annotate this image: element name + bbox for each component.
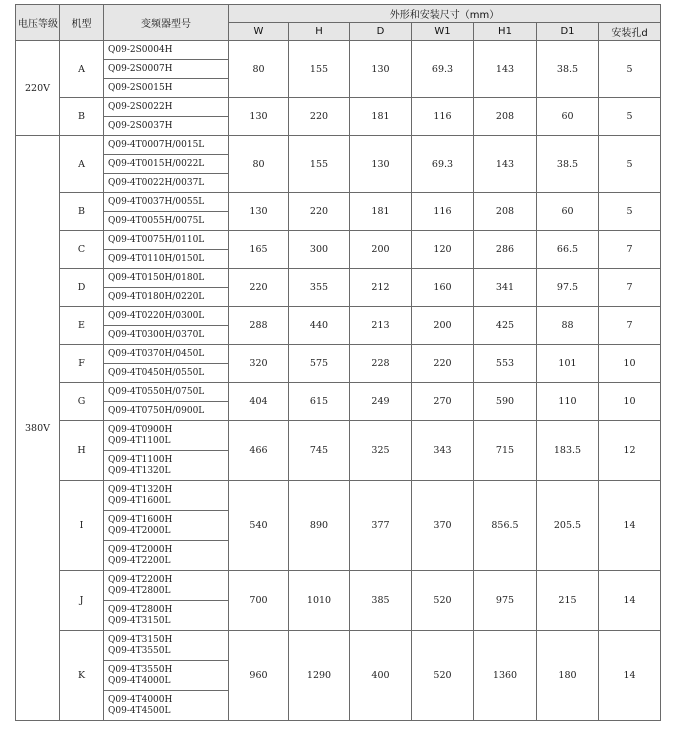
model-number: Q09-4T2200H (108, 574, 173, 585)
dims-group-header: 外形和安装尺寸（mm） (229, 5, 661, 23)
dim-cell-h: 615 (289, 383, 350, 421)
table-row (16, 98, 661, 117)
model-number: Q09-4T0180H/0220L (108, 291, 205, 302)
model-number: Q09-4T0075H/0110L (108, 234, 205, 245)
dim-cell-w1: 270 (412, 383, 474, 421)
dim-cell-h: 300 (289, 231, 350, 269)
model-number: Q09-4T0550H/0750L (108, 386, 205, 397)
dim-cell-h: 1290 (289, 631, 350, 721)
table-row (16, 307, 661, 326)
model-header: 变频器型号 (104, 5, 229, 41)
dim-cell-h: 220 (289, 193, 350, 231)
model-cell (104, 79, 229, 98)
dim-cell-w: 80 (229, 41, 289, 98)
dim-cell-h: 575 (289, 345, 350, 383)
model-cell (104, 661, 229, 691)
dim-cell-w1: 116 (412, 98, 474, 136)
dim-cell-h: 745 (289, 421, 350, 481)
model-number: Q09-4T3150L (108, 615, 171, 626)
dim-cell-d: 249 (350, 383, 412, 421)
model-cell (104, 421, 229, 451)
model-cell (104, 193, 229, 212)
frame-cell: E (60, 307, 104, 345)
frame-cell: A (60, 136, 104, 193)
dim-cell-h: 220 (289, 98, 350, 136)
dim-cell-h: 155 (289, 41, 350, 98)
dim-cell-w1: 370 (412, 481, 474, 571)
dim-cell-d1: 215 (537, 571, 599, 631)
dim-cell-d1: 38.5 (537, 41, 599, 98)
table-row (16, 345, 661, 364)
model-cell (104, 571, 229, 601)
dim-cell-hole: 7 (599, 231, 661, 269)
table-row (16, 231, 661, 250)
model-number: Q09-4T2000H (108, 544, 173, 555)
dim-cell-w: 960 (229, 631, 289, 721)
dim-cell-w1: 160 (412, 269, 474, 307)
model-number: Q09-4T2000L (108, 525, 171, 536)
model-cell (104, 136, 229, 155)
dim-cell-h: 440 (289, 307, 350, 345)
dim-cell-d: 130 (350, 136, 412, 193)
dim-cell-hole: 10 (599, 345, 661, 383)
model-cell (104, 691, 229, 721)
model-cell (104, 250, 229, 269)
dim-cell-h1: 208 (474, 98, 537, 136)
dim-cell-h: 355 (289, 269, 350, 307)
dim-cell-h: 155 (289, 136, 350, 193)
dim-cell-h1: 1360 (474, 631, 537, 721)
dim-cell-d1: 60 (537, 98, 599, 136)
model-cell (104, 41, 229, 60)
model-cell (104, 511, 229, 541)
dim-cell-d1: 180 (537, 631, 599, 721)
dim-cell-w: 130 (229, 98, 289, 136)
dim-cell-w1: 520 (412, 631, 474, 721)
model-cell (104, 98, 229, 117)
dim-cell-h1: 856.5 (474, 481, 537, 571)
model-number: Q09-4T1600H (108, 514, 173, 525)
dim-cell-d1: 183.5 (537, 421, 599, 481)
dim-cell-d: 325 (350, 421, 412, 481)
model-cell (104, 402, 229, 421)
frame-cell: K (60, 631, 104, 721)
model-number: Q09-4T0015H/0022L (108, 158, 205, 169)
dimensions-table (15, 4, 661, 721)
dim-cell-hole: 10 (599, 383, 661, 421)
dim-cell-d: 400 (350, 631, 412, 721)
model-number: Q09-4T2800H (108, 604, 173, 615)
col-header-hole: 安装孔d (599, 23, 661, 41)
dim-cell-hole: 14 (599, 631, 661, 721)
frame-cell: F (60, 345, 104, 383)
model-cell (104, 174, 229, 193)
table-row (16, 136, 661, 155)
table-row (16, 383, 661, 402)
dim-cell-d: 181 (350, 98, 412, 136)
model-number: Q09-2S0022H (108, 101, 173, 112)
dim-cell-d: 212 (350, 269, 412, 307)
dim-cell-d: 181 (350, 193, 412, 231)
dim-cell-w: 540 (229, 481, 289, 571)
dim-cell-h1: 143 (474, 136, 537, 193)
dim-cell-h1: 975 (474, 571, 537, 631)
col-header-w1: W1 (412, 23, 474, 41)
model-number: Q09-4T4000L (108, 675, 171, 686)
dim-cell-w: 288 (229, 307, 289, 345)
dim-cell-d1: 88 (537, 307, 599, 345)
model-number: Q09-4T1100H (108, 454, 173, 465)
dim-cell-hole: 5 (599, 98, 661, 136)
dim-cell-d1: 110 (537, 383, 599, 421)
frame-cell: J (60, 571, 104, 631)
model-number: Q09-4T0037H/0055L (108, 196, 205, 207)
model-number: Q09-4T0022H/0037L (108, 177, 205, 188)
model-cell (104, 541, 229, 571)
dim-cell-d: 200 (350, 231, 412, 269)
dim-cell-w: 466 (229, 421, 289, 481)
table-row (16, 571, 661, 601)
frame-cell: B (60, 98, 104, 136)
table-row (16, 421, 661, 451)
dim-cell-w: 404 (229, 383, 289, 421)
model-cell (104, 269, 229, 288)
model-cell (104, 231, 229, 250)
frame-cell: I (60, 481, 104, 571)
table-row (16, 631, 661, 661)
model-cell (104, 288, 229, 307)
dim-cell-d: 213 (350, 307, 412, 345)
model-cell (104, 117, 229, 136)
model-number: Q09-2S0004H (108, 44, 173, 55)
model-cell (104, 631, 229, 661)
frame-cell: B (60, 193, 104, 231)
dim-cell-w: 220 (229, 269, 289, 307)
dim-cell-w1: 200 (412, 307, 474, 345)
dim-cell-hole: 14 (599, 571, 661, 631)
dim-cell-hole: 5 (599, 136, 661, 193)
model-cell (104, 326, 229, 345)
model-number: Q09-4T0300H/0370L (108, 329, 205, 340)
col-header-w: W (229, 23, 289, 41)
model-number: Q09-4T2200L (108, 555, 171, 566)
dim-cell-w1: 69.3 (412, 41, 474, 98)
model-number: Q09-4T4500L (108, 705, 171, 716)
dim-cell-w: 700 (229, 571, 289, 631)
model-number: Q09-4T0750H/0900L (108, 405, 205, 416)
model-number: Q09-4T0055H/0075L (108, 215, 205, 226)
table-row (16, 481, 661, 511)
model-number: Q09-2S0037H (108, 120, 173, 131)
dim-cell-hole: 5 (599, 193, 661, 231)
dim-cell-h1: 341 (474, 269, 537, 307)
model-number: Q09-2S0007H (108, 63, 173, 74)
model-number: Q09-4T0110H/0150L (108, 253, 205, 264)
model-number: Q09-4T1320H (108, 484, 173, 495)
dim-cell-d1: 60 (537, 193, 599, 231)
voltage-header: 电压等级 (16, 5, 60, 41)
frame-cell: C (60, 231, 104, 269)
table-body (16, 41, 661, 721)
dim-cell-w1: 343 (412, 421, 474, 481)
frame-cell: H (60, 421, 104, 481)
model-number: Q09-2S0015H (108, 82, 173, 93)
model-number: Q09-4T1100L (108, 435, 171, 446)
dim-cell-hole: 12 (599, 421, 661, 481)
frame-header: 机型 (60, 5, 104, 41)
model-number: Q09-4T4000H (108, 694, 173, 705)
dim-cell-d1: 66.5 (537, 231, 599, 269)
model-cell (104, 60, 229, 79)
model-number: Q09-4T2800L (108, 585, 171, 596)
dim-cell-hole: 7 (599, 307, 661, 345)
dim-cell-h1: 590 (474, 383, 537, 421)
model-number: Q09-4T0150H/0180L (108, 272, 205, 283)
dim-cell-d1: 205.5 (537, 481, 599, 571)
model-number: Q09-4T3150H (108, 634, 173, 645)
model-number: Q09-4T0370H/0450L (108, 348, 205, 359)
dim-cell-h: 890 (289, 481, 350, 571)
model-cell (104, 601, 229, 631)
voltage-cell: 220V (16, 41, 60, 136)
dim-cell-d: 228 (350, 345, 412, 383)
dim-cell-w1: 69.3 (412, 136, 474, 193)
model-cell (104, 155, 229, 174)
col-header-d: D (350, 23, 412, 41)
table-row (16, 41, 661, 60)
dim-cell-w1: 220 (412, 345, 474, 383)
model-number: Q09-4T1600L (108, 495, 171, 506)
table-row (16, 193, 661, 212)
frame-cell: G (60, 383, 104, 421)
model-number: Q09-4T1320L (108, 465, 171, 476)
dim-cell-d: 377 (350, 481, 412, 571)
dim-cell-hole: 7 (599, 269, 661, 307)
col-header-h: H (289, 23, 350, 41)
dim-cell-w: 320 (229, 345, 289, 383)
model-number: Q09-4T0220H/0300L (108, 310, 205, 321)
model-cell (104, 307, 229, 326)
dim-cell-d: 130 (350, 41, 412, 98)
model-cell (104, 383, 229, 402)
dim-cell-w1: 520 (412, 571, 474, 631)
dim-cell-h: 1010 (289, 571, 350, 631)
dim-cell-h1: 208 (474, 193, 537, 231)
model-cell (104, 451, 229, 481)
dim-cell-d1: 97.5 (537, 269, 599, 307)
dim-cell-d1: 38.5 (537, 136, 599, 193)
dim-cell-d: 385 (350, 571, 412, 631)
dim-cell-h1: 553 (474, 345, 537, 383)
dim-cell-hole: 5 (599, 41, 661, 98)
table-row (16, 269, 661, 288)
model-number: Q09-4T3550L (108, 645, 171, 656)
dim-cell-d1: 101 (537, 345, 599, 383)
model-cell (104, 364, 229, 383)
table-header (16, 5, 661, 41)
dim-cell-w: 130 (229, 193, 289, 231)
model-cell (104, 481, 229, 511)
dim-cell-h1: 425 (474, 307, 537, 345)
voltage-cell: 380V (16, 136, 60, 721)
frame-cell: A (60, 41, 104, 98)
model-number: Q09-4T0900H (108, 424, 173, 435)
dim-cell-w1: 116 (412, 193, 474, 231)
dim-cell-h1: 286 (474, 231, 537, 269)
model-number: Q09-4T3550H (108, 664, 173, 675)
model-number: Q09-4T0007H/0015L (108, 139, 205, 150)
model-number: Q09-4T0450H/0550L (108, 367, 205, 378)
col-header-h1: H1 (474, 23, 537, 41)
dim-cell-w1: 120 (412, 231, 474, 269)
model-cell (104, 345, 229, 364)
dim-cell-w: 165 (229, 231, 289, 269)
dim-cell-hole: 14 (599, 481, 661, 571)
dim-cell-h1: 143 (474, 41, 537, 98)
frame-cell: D (60, 269, 104, 307)
dim-cell-h1: 715 (474, 421, 537, 481)
dim-cell-w: 80 (229, 136, 289, 193)
col-header-d1: D1 (537, 23, 599, 41)
model-cell (104, 212, 229, 231)
